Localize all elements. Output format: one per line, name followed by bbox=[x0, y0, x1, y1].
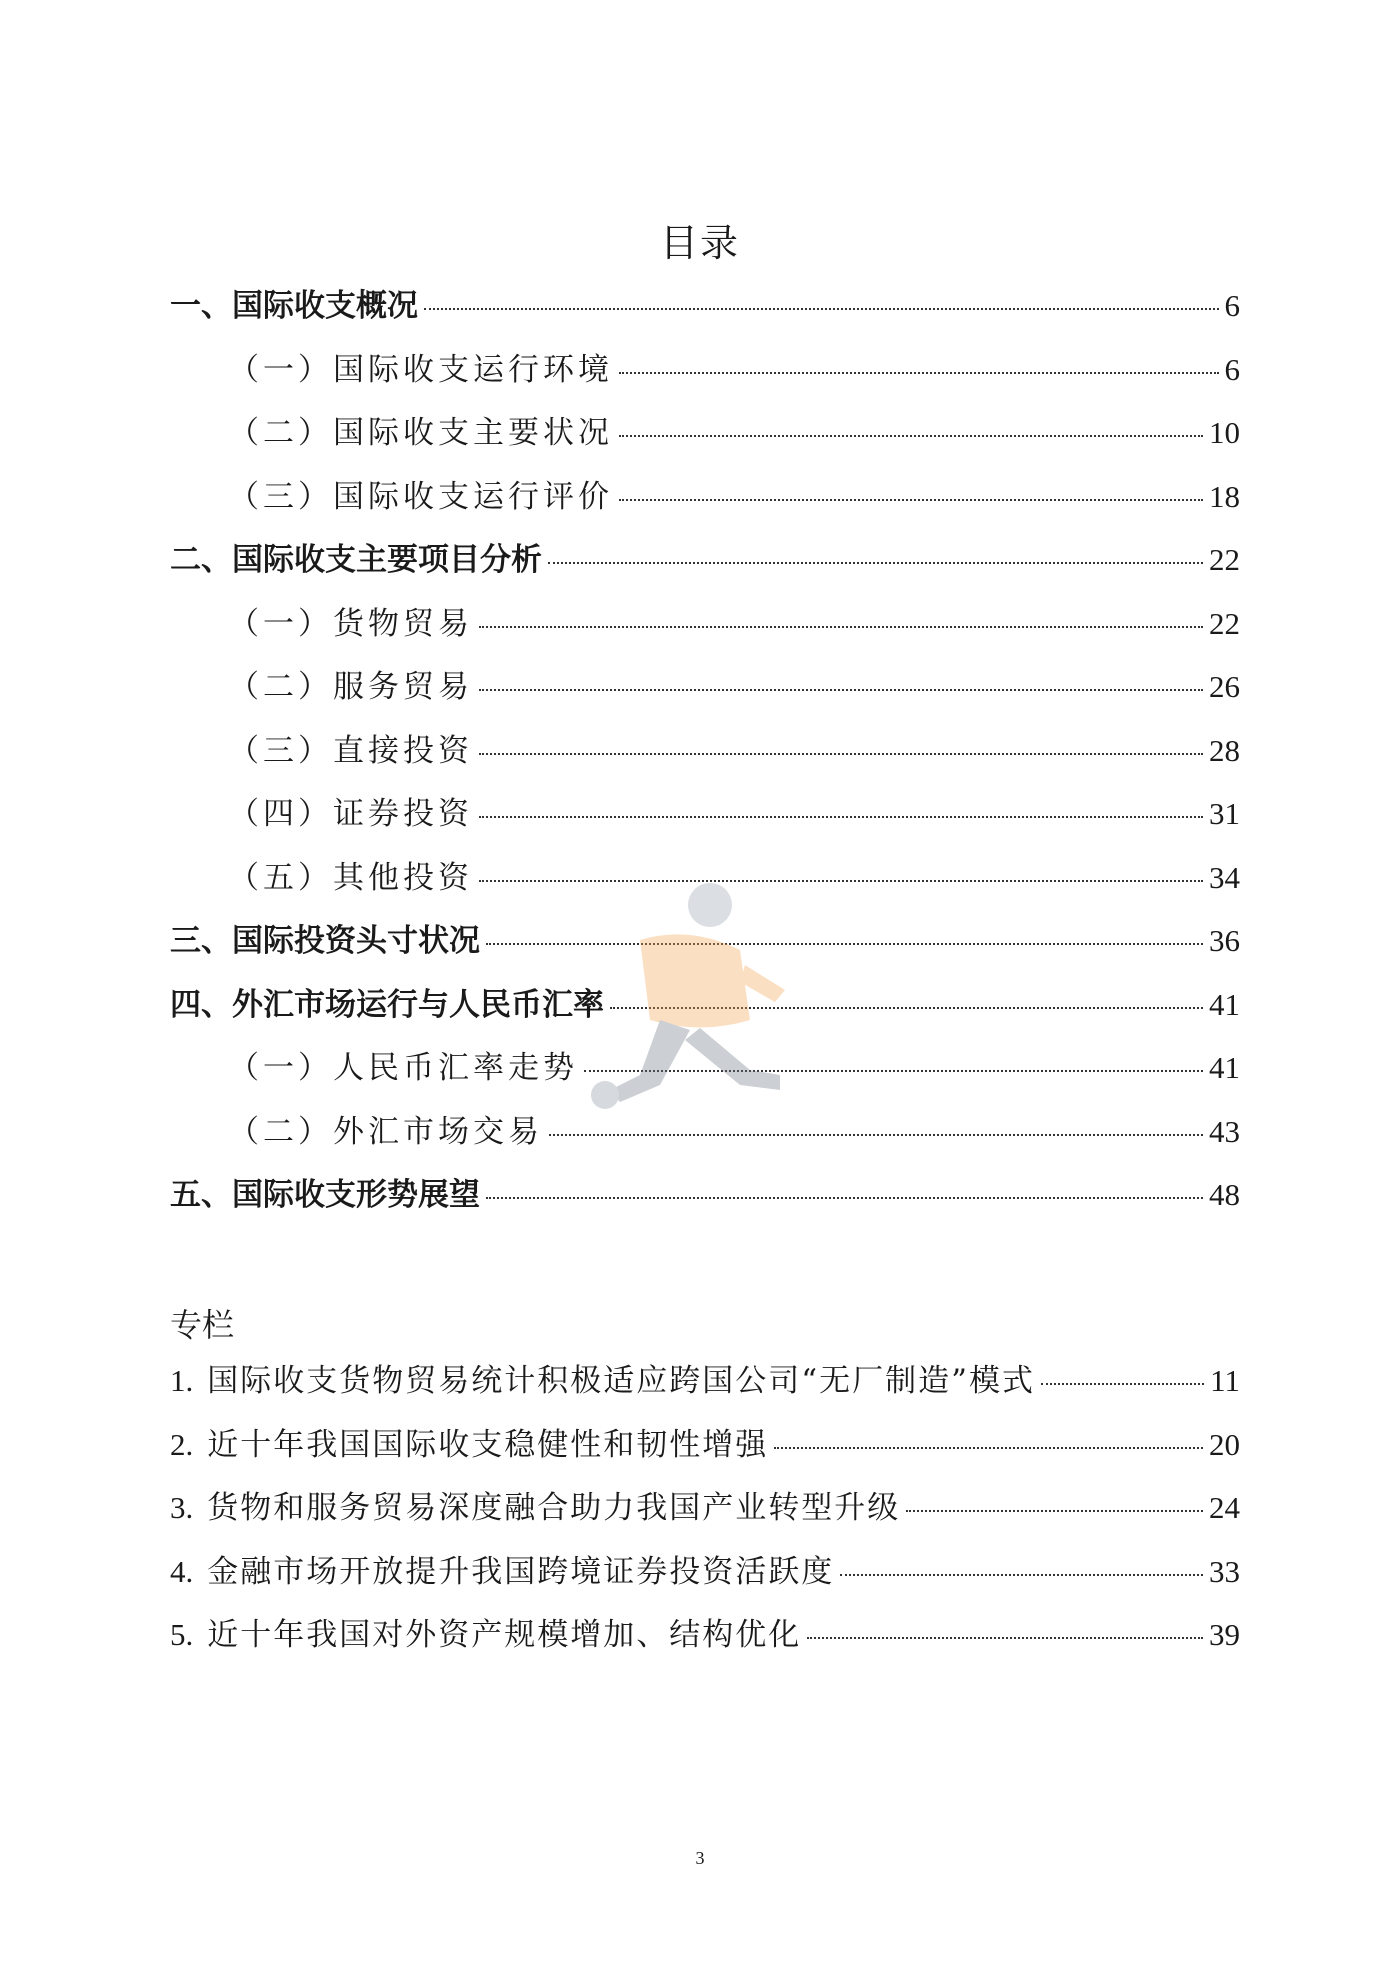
toc-entry-label: 一、国际收支概况 bbox=[170, 288, 418, 324]
toc-entry[interactable] bbox=[170, 344, 1240, 408]
toc-leader bbox=[424, 308, 1219, 310]
toc-entry-label: （二）外汇市场交易 bbox=[228, 1113, 543, 1150]
toc-entry-page: 43 bbox=[1209, 1113, 1240, 1149]
column-entry-title: 近十年我国对外资产规模增加、结构优化 bbox=[207, 1617, 802, 1653]
toc-entry-page: 26 bbox=[1209, 669, 1240, 704]
columns-list bbox=[170, 1355, 1240, 1673]
toc-entry-label: （一）国际收支运行环境 bbox=[228, 351, 613, 388]
toc-entry-label: 二、国际收支主要项目分析 bbox=[170, 542, 542, 578]
toc-entry-label: （一）人民币汇率走势 bbox=[228, 1050, 578, 1086]
column-entry-title: 近十年我国国际收支稳健性和韧性增强 bbox=[207, 1426, 769, 1463]
toc-leader bbox=[479, 626, 1203, 628]
toc-leader bbox=[906, 1510, 1203, 1512]
column-entry[interactable] bbox=[170, 1546, 1240, 1610]
column-entry[interactable] bbox=[170, 1482, 1240, 1546]
toc-leader bbox=[774, 1447, 1203, 1449]
toc-entry-label: （二）服务贸易 bbox=[228, 669, 473, 705]
toc-entry[interactable] bbox=[170, 598, 1240, 662]
toc-entry[interactable] bbox=[170, 1106, 1240, 1170]
column-entry-page: 11 bbox=[1210, 1363, 1240, 1398]
column-entry[interactable] bbox=[170, 1355, 1240, 1419]
toc-entry-page: 18 bbox=[1209, 478, 1240, 514]
toc-leader bbox=[479, 753, 1203, 755]
toc-leader bbox=[619, 499, 1203, 501]
column-entry-label bbox=[170, 1546, 834, 1591]
toc-entry-label: （五）其他投资 bbox=[228, 859, 473, 896]
toc-entry-label: 三、国际投资头寸状况 bbox=[170, 923, 480, 959]
toc-entry[interactable] bbox=[170, 788, 1240, 852]
column-entry-page: 39 bbox=[1209, 1617, 1240, 1652]
toc-leader bbox=[549, 1134, 1203, 1136]
toc-entry-page: 41 bbox=[1209, 1050, 1240, 1085]
toc-leader bbox=[548, 562, 1203, 564]
column-entry-title: 货物和服务贸易深度融合助力我国产业转型升级 bbox=[207, 1490, 901, 1526]
column-entry-number: 2. bbox=[170, 1426, 194, 1462]
toc-leader bbox=[486, 1197, 1203, 1199]
column-entry-number: 1. bbox=[170, 1363, 194, 1398]
toc-entry-page: 34 bbox=[1209, 859, 1240, 895]
column-entry-title: 国际收支货物贸易统计积极适应跨国公司“无厂制造”模式 bbox=[207, 1363, 1035, 1399]
toc-entry-page: 22 bbox=[1209, 542, 1240, 577]
toc-entry-page: 48 bbox=[1209, 1177, 1240, 1212]
toc-entry-page: 36 bbox=[1209, 923, 1240, 958]
toc-leader bbox=[840, 1574, 1203, 1576]
column-entry-label bbox=[170, 1419, 768, 1464]
toc-entry-label: （一）货物贸易 bbox=[228, 605, 473, 642]
column-entry-label bbox=[170, 1609, 801, 1654]
column-entry-number: 3. bbox=[170, 1490, 194, 1525]
toc-leader bbox=[807, 1637, 1203, 1639]
toc-entry[interactable] bbox=[170, 725, 1240, 789]
toc-leader bbox=[1041, 1383, 1204, 1385]
toc-entry-page: 41 bbox=[1209, 986, 1240, 1022]
column-entry-title: 金融市场开放提升我国跨境证券投资活跃度 bbox=[207, 1553, 835, 1590]
column-entry[interactable] bbox=[170, 1609, 1240, 1673]
toc-entry-label: 四、外汇市场运行与人民币汇率 bbox=[170, 986, 604, 1023]
toc-entry[interactable] bbox=[170, 471, 1240, 535]
toc-entry[interactable] bbox=[170, 1169, 1240, 1233]
toc-entry-label: （四）证券投资 bbox=[228, 796, 473, 832]
toc-leader bbox=[619, 372, 1219, 374]
toc-entry[interactable] bbox=[170, 661, 1240, 725]
toc-entry[interactable] bbox=[170, 407, 1240, 471]
column-entry-number: 4. bbox=[170, 1553, 194, 1589]
toc-entry-label: （三）直接投资 bbox=[228, 732, 473, 769]
toc-leader bbox=[479, 689, 1203, 691]
toc-entry-label: 五、国际收支形势展望 bbox=[170, 1177, 480, 1213]
toc-entry[interactable] bbox=[170, 280, 1240, 344]
toc-entry-label: （三）国际收支运行评价 bbox=[228, 478, 613, 515]
column-entry-page: 20 bbox=[1209, 1426, 1240, 1462]
toc-entry-page: 10 bbox=[1209, 415, 1240, 450]
column-entry-number: 5. bbox=[170, 1617, 194, 1652]
toc-entry-page: 28 bbox=[1209, 732, 1240, 768]
column-entry-label bbox=[170, 1482, 900, 1527]
toc-leader bbox=[479, 816, 1203, 818]
runner-figure-icon bbox=[580, 870, 800, 1114]
toc-leader bbox=[619, 435, 1203, 437]
columns-heading: 专栏 bbox=[170, 1306, 235, 1344]
toc-entry[interactable] bbox=[170, 534, 1240, 598]
column-entry-page: 24 bbox=[1209, 1490, 1240, 1525]
page-number: 3 bbox=[695, 1848, 705, 1868]
column-entry-page: 33 bbox=[1209, 1553, 1240, 1589]
toc-entry-page: 6 bbox=[1224, 288, 1240, 323]
toc-entry-label: （二）国际收支主要状况 bbox=[228, 415, 613, 451]
column-entry[interactable] bbox=[170, 1419, 1240, 1483]
column-entry-label bbox=[170, 1355, 1035, 1400]
toc-entry-page: 31 bbox=[1209, 796, 1240, 831]
toc-entry-page: 6 bbox=[1224, 351, 1240, 387]
page-title: 目录 bbox=[659, 221, 740, 265]
toc-entry-page: 22 bbox=[1209, 605, 1240, 641]
